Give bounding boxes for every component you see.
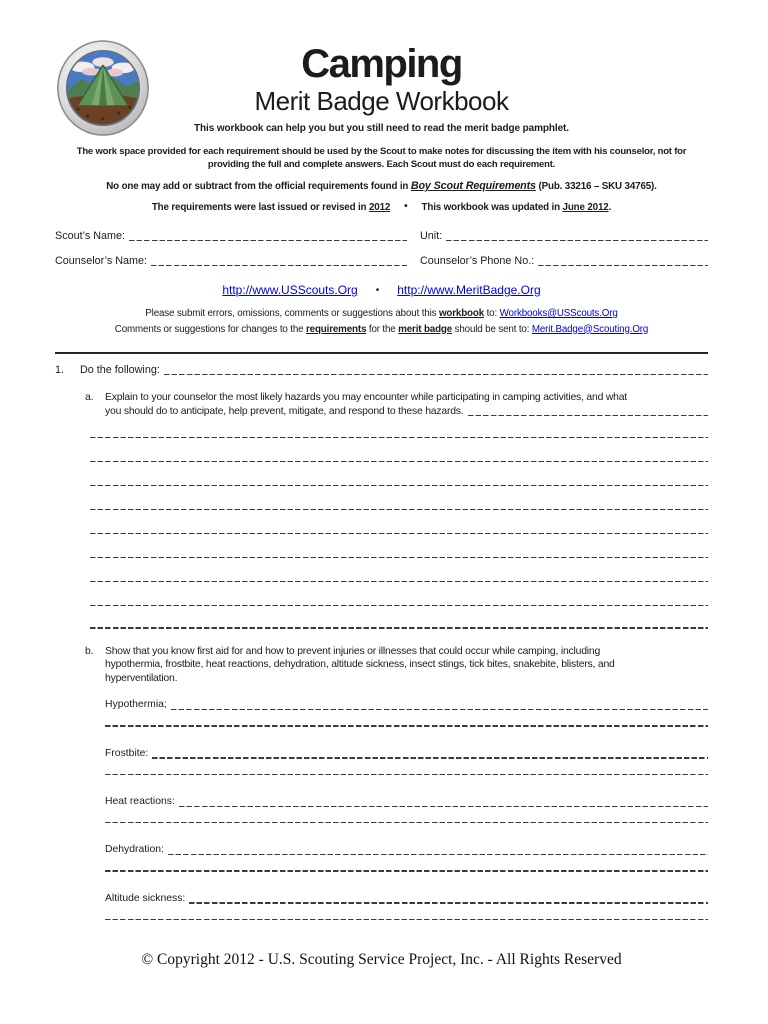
dehydration-row: [105, 843, 708, 857]
pamphlet-note: This workbook can help you but you still need to read the merit badge pamphlet.: [194, 123, 569, 134]
copyright-notice: © Copyright 2012 - U.S. Scouting Service Project, Inc. - All Rights Reserved: [141, 951, 622, 969]
requirement-1b: [85, 645, 708, 686]
hypothermia-field: [171, 709, 708, 710]
answer-line: [90, 627, 708, 628]
revision-note: The requirements were last issued or revised in 2012 • This workbook was updated in June 2012.: [151, 201, 612, 213]
frostbite-row: [105, 747, 708, 761]
workbook-email-link[interactable]: Workbooks@USScouts.Org: [499, 308, 618, 319]
unit-row: [420, 229, 708, 243]
site-links: [55, 283, 708, 297]
unit-field: [446, 240, 708, 241]
workbook-feedback-line: Please submit errors, omissions, comments or suggestions about this workbook to: Workbooks@USScouts.Org: [145, 308, 618, 319]
counselor-phone-field: [538, 265, 708, 266]
usscouts-link[interactable]: http://www.USScouts.Org: [222, 283, 358, 297]
answer-line: [105, 725, 708, 726]
revised-year: 2012: [368, 202, 391, 213]
requirement-1-number: 1.: [55, 364, 65, 376]
answer-line: [105, 919, 708, 920]
altitude-sickness-label: Altitude sickness:: [105, 892, 186, 904]
unit-label: Unit:: [420, 230, 443, 242]
bullet-separator: •: [375, 285, 380, 296]
scout-name-label: Scout’s Name:: [55, 230, 126, 242]
answer-line: [90, 557, 708, 558]
official-requirements-note: No one may add or subtract from the official requirements found in Boy Scout Requirements (Pub. 33216 – SKU 34765).: [106, 180, 657, 192]
requirement-1a: [85, 391, 708, 418]
altitude-sickness-row: [105, 892, 708, 906]
scout-name-row: [55, 229, 407, 243]
answer-line: [90, 581, 708, 582]
requirement-1a-letter: a.: [85, 392, 94, 403]
section-divider: [55, 352, 708, 354]
frostbite-label: Frostbite:: [105, 747, 149, 759]
dehydration-label: Dehydration:: [105, 844, 164, 856]
dehydration-field: [168, 854, 708, 855]
counselor-phone-row: [420, 254, 708, 268]
answer-line: [90, 509, 708, 510]
counselor-name-row: [55, 254, 407, 268]
requirement-1b-letter: b.: [85, 645, 94, 657]
boy-scout-requirements-ref: Boy Scout Requirements: [410, 180, 536, 192]
updated-date: June 2012: [562, 202, 609, 213]
answer-line: [105, 870, 708, 871]
answer-line: [468, 415, 709, 416]
requirements-feedback-line: Comments or suggestions for changes to the requirements for the merit badge should be sent to: Merit.Badge@Scouting.Org: [114, 323, 649, 335]
frostbite-field: [152, 757, 708, 758]
merit-badge-email-link[interactable]: Merit.Badge@Scouting.Org: [531, 323, 649, 335]
scout-name-field: [129, 240, 407, 241]
answer-line: [105, 822, 708, 823]
requirement-1-label: Do the following:: [80, 364, 160, 376]
counselor-phone-label: Counselor’s Phone No.:: [420, 255, 535, 267]
page-title: Camping: [301, 42, 462, 86]
workspace-note: The work space provided for each requirement should be used by the Scout to make notes for discussing the item with his counselor, not for providing the full and complete answers. Each Scout must do each requirement.: [76, 146, 687, 170]
hypothermia-row: [105, 698, 708, 712]
heat-reactions-row: [105, 795, 708, 809]
answer-line: [105, 774, 708, 775]
requirement-1a-text: Explain to your counselor the most likely hazards you may encounter while participating in camping activities, and what you should do to anticipate, help prevent, mitigate, and respond to these hazards.: [105, 391, 708, 418]
answer-line: [90, 461, 708, 462]
requirement-1b-text: Show that you know first aid for and how to prevent injuries or illnesses that could occur while camping, including hypothermia, frostbite, heat reactions, dehydration, altitude sickness, insect stings, tick bites, snakebite, blisters, and hyperventilation.: [105, 645, 615, 684]
counselor-name-field: [151, 265, 407, 266]
requirement-1-line: [164, 374, 708, 375]
heat-reactions-field: [179, 806, 708, 807]
feedback-instructions: [55, 306, 708, 337]
answer-line: [90, 437, 708, 438]
heat-reactions-label: Heat reactions:: [105, 795, 175, 807]
counselor-name-label: Counselor’s Name:: [55, 255, 148, 267]
meritbadge-link[interactable]: http://www.MeritBadge.Org: [397, 283, 541, 297]
requirement-1: [55, 363, 708, 377]
answer-line: [90, 605, 708, 606]
altitude-sickness-field: [189, 902, 708, 903]
bullet-separator: •: [404, 201, 408, 212]
camping-merit-badge-icon: [55, 38, 151, 138]
hypothermia-label: Hypothermia;: [105, 699, 167, 711]
answer-line: [90, 533, 708, 534]
answer-line: [90, 485, 708, 486]
identity-form: [55, 229, 708, 268]
page-subtitle: Merit Badge Workbook: [254, 86, 509, 116]
